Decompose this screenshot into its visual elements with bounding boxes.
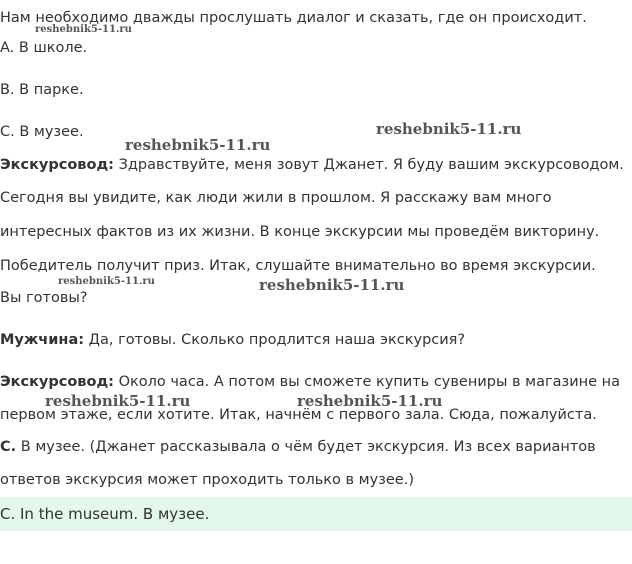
dialogue-guide2-line-2: первом этаже, если хотите. Итак, начнём с первого зала. Сюда, пожалуйста. — [0, 407, 597, 423]
dialogue-guide-line-2: Сегодня вы увидите, как люди жили в прошлом. Я расскажу вам много — [0, 190, 552, 206]
option-c: C. В музее. — [0, 124, 84, 140]
speaker-man: Мужчина: — [0, 332, 85, 348]
explanation-label: C. — [0, 439, 17, 455]
option-b: B. В парке. — [0, 82, 84, 98]
dialogue-text: Да, готовы. Сколько продлится наша экскурсия? — [84, 332, 466, 348]
watermark: reshebnik5-11.ru — [259, 276, 405, 294]
explanation-line-1 — [0, 437, 596, 457]
dialogue-text: Около часа. А потом вы сможете купить сувениры в магазине на — [113, 374, 621, 390]
dialogue-guide-line-1 — [0, 155, 624, 175]
dialogue-guide-line-5: Вы готовы? — [0, 290, 88, 306]
dialogue-guide-line-4: Победитель получит приз. Итак, слушайте внимательно во время экскурсии. — [0, 258, 596, 274]
watermark: reshebnik5-11.ru — [125, 136, 271, 154]
answer-text: C. In the museum. В музее. — [0, 505, 210, 523]
watermark: reshebnik5-11.ru — [376, 120, 522, 138]
watermark: reshebnik5-11.ru — [35, 24, 132, 35]
watermark: reshebnik5-11.ru — [297, 392, 443, 410]
explanation-text: В музее. (Джанет рассказывала о чём будет экскурсия. Из всех вариантов — [16, 439, 596, 455]
dialogue-man-line-1 — [0, 330, 465, 350]
question-text: Нам необходимо дважды прослушать диалог и сказать, где он происходит. — [0, 10, 587, 26]
dialogue-text: Здравствуйте, меня зовут Джанет. Я буду вашим экскурсоводом. — [113, 157, 624, 173]
option-a: A. В школе. — [0, 40, 88, 56]
speaker-guide: Экскурсовод: — [0, 157, 114, 173]
speaker-guide: Экскурсовод: — [0, 374, 114, 390]
watermark: reshebnik5-11.ru — [45, 392, 191, 410]
dialogue-guide2-line-1 — [0, 372, 620, 392]
explanation-line-2: ответов экскурсия может проходить только в музее.) — [0, 472, 414, 488]
dialogue-guide-line-3: интересных фактов из их жизни. В конце экскурсии мы проведём викторину. — [0, 224, 600, 240]
watermark: reshebnik5-11.ru — [58, 276, 155, 287]
